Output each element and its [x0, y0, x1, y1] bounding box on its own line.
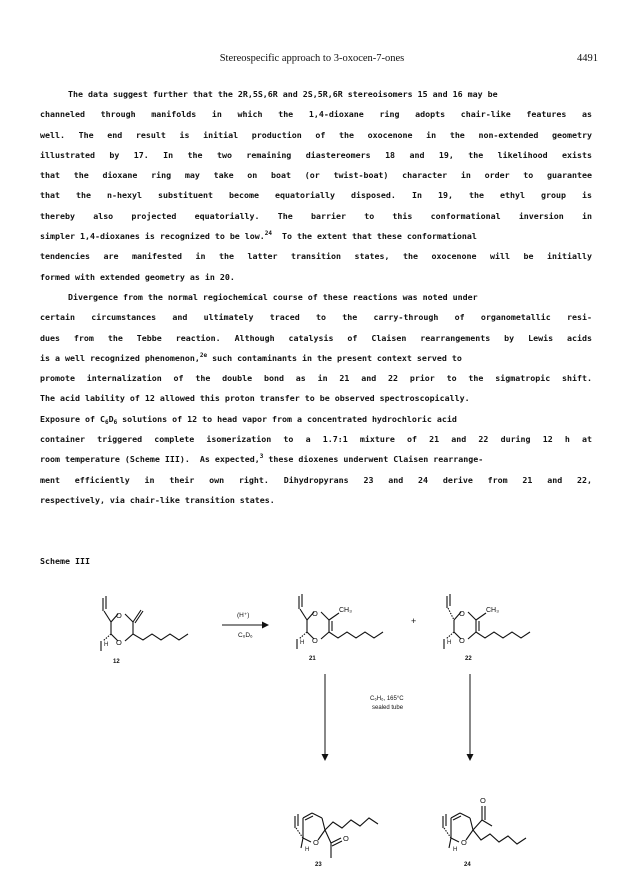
text-run: these dioxenes underwent Claisen rearrange- [263, 454, 484, 465]
paragraph-line: Divergence from the normal regiochemical course of these reactions was noted under [68, 291, 478, 302]
text-run: To the extent that these conformational [272, 231, 477, 242]
paragraph-line: channeled through manifolds in which the 1,4-dioxane ring adopts chair-like features as [40, 109, 592, 120]
bond [325, 818, 378, 830]
structure-24 [443, 806, 526, 848]
bond [446, 632, 454, 639]
atom-label: O [116, 638, 122, 647]
structure-21 [297, 594, 383, 649]
bond [476, 613, 486, 620]
atom-label: O [480, 796, 486, 805]
citation-superscript: 2e [199, 351, 208, 359]
atom-label: O [312, 609, 318, 618]
bond [473, 830, 526, 844]
paragraph-line: The data suggest further that the 2R,5S,6R and 2S,5R,6R stereoisomers 15 and 16 may be [68, 89, 498, 99]
atom-label: O [461, 838, 467, 847]
paragraph-line: ment efficiently in their own right. Dihydropyrans 23 and 24 derive from 21 and 22, [40, 474, 592, 485]
condition-label: C₆H₆, 165°C [370, 696, 404, 702]
bond [329, 613, 339, 620]
compound-label: 12 [113, 659, 120, 665]
paragraph-line: well. The end result is initial production of the oxocenone in the non-extended geometry [40, 129, 592, 140]
text-run: room temperature (Scheme III). As expected, [40, 454, 260, 465]
text-run: D [108, 413, 114, 424]
solvent-label: C₆D₆ [238, 632, 253, 639]
bond [325, 830, 331, 843]
structure-12 [101, 596, 188, 651]
text-run: is a well recognized phenomenon, [40, 352, 200, 363]
bond [125, 634, 133, 641]
running-title: Stereospecific approach to 3-oxocen-7-ones [219, 53, 405, 64]
compound-label: 23 [315, 862, 322, 868]
bond [296, 828, 303, 838]
compound-label: 21 [309, 656, 316, 662]
bond [133, 634, 188, 640]
paragraph-line: promote internalization of the double bond as in 21 and 22 prior to the sigmatropic shift. [40, 373, 592, 384]
citation-superscript: 24 [264, 230, 273, 238]
paragraph-line: dues from the Tebbe reaction. Although catalysis of Claisen rearrangements by Lewis acids [40, 332, 592, 343]
bond [125, 614, 133, 622]
paragraph-line: certain circumstances and ultimately traced to the carry-through of organometallic resi- [40, 312, 592, 323]
bond [466, 830, 473, 840]
bond [448, 608, 454, 620]
paragraph-line: that the n-hexyl substituent become equatorially disposed. In 19, the ethyl group is [40, 190, 592, 201]
atom-label: CH₃ [486, 607, 499, 614]
compound-label: 22 [465, 656, 472, 662]
bond [468, 612, 476, 620]
bond [303, 838, 311, 842]
bond [460, 813, 470, 818]
atom-label: H [447, 640, 452, 646]
atom-label: O [312, 636, 318, 645]
bond [451, 838, 459, 842]
atom-label: O [116, 611, 122, 620]
page-number: 4491 [577, 53, 598, 64]
bond [301, 838, 303, 848]
bond [476, 632, 530, 638]
atom-label: CH₃ [339, 607, 352, 614]
bond [318, 830, 325, 840]
compound-label: 24 [464, 862, 471, 868]
atom-label: O [459, 609, 465, 618]
text-run: solutions of 12 to head vapor from a concentrated hydrochloric acid [117, 413, 457, 424]
bond [473, 820, 482, 830]
text-run: simpler 1,4-dioxanes is recognized to be low. [40, 231, 265, 242]
subscript: 6 [104, 418, 109, 426]
atom-label: O [459, 636, 465, 645]
paragraph-line: thereby also projected equatorially. The barrier to this conformational inversion in [40, 210, 592, 221]
paragraph-line: The acid lability of 12 allowed this proton transfer to be observed spectroscopically. [40, 393, 470, 404]
text-run: Exposure of C [40, 413, 105, 424]
condition-label: sealed tube [372, 705, 404, 711]
subscript: 6 [113, 418, 118, 426]
paragraph-line: respectively, via chair-like transition states. [40, 494, 275, 505]
scheme-label: Scheme III [40, 556, 90, 566]
bond [449, 838, 451, 848]
citation-superscript: 3 [259, 453, 264, 461]
atom-label: O [313, 838, 319, 847]
atom-label: H [104, 642, 109, 648]
paragraph-line: that the dioxane ring may take on boat (or twist-boat) character in order to guarantee [40, 170, 592, 181]
paragraph-line: container triggered complete isomerization to a 1.7:1 mixture of 21 and 22 during 12 h at [40, 434, 592, 445]
bond [470, 818, 473, 830]
bond [312, 813, 322, 818]
plus-sign: + [411, 616, 417, 626]
bond [468, 632, 476, 639]
bond [321, 632, 329, 639]
bond [103, 634, 111, 641]
atom-label: O [343, 834, 349, 843]
paragraph-line: formed with extended geometry as in 20. [40, 271, 235, 282]
bond [329, 632, 383, 638]
structure-22 [444, 594, 530, 649]
bond [104, 611, 111, 622]
bond [321, 612, 329, 620]
bond [482, 820, 492, 826]
text-run: such contaminants in the present context served to [207, 352, 462, 363]
atom-label: H [453, 847, 458, 853]
bond [444, 828, 451, 838]
paragraph-line: illustrated by 17. In the two remaining diastereomers 18 and 19, the likelihood exists [40, 149, 592, 160]
bond [300, 609, 307, 620]
bond [322, 818, 325, 830]
bond [299, 632, 307, 639]
atom-label: H [305, 847, 310, 853]
atom-label: H [300, 640, 305, 646]
reagent-label: (H⁺) [237, 612, 250, 619]
paragraph-line: tendencies are manifested in the latter transition states, the oxocenone will be initially [40, 251, 592, 262]
